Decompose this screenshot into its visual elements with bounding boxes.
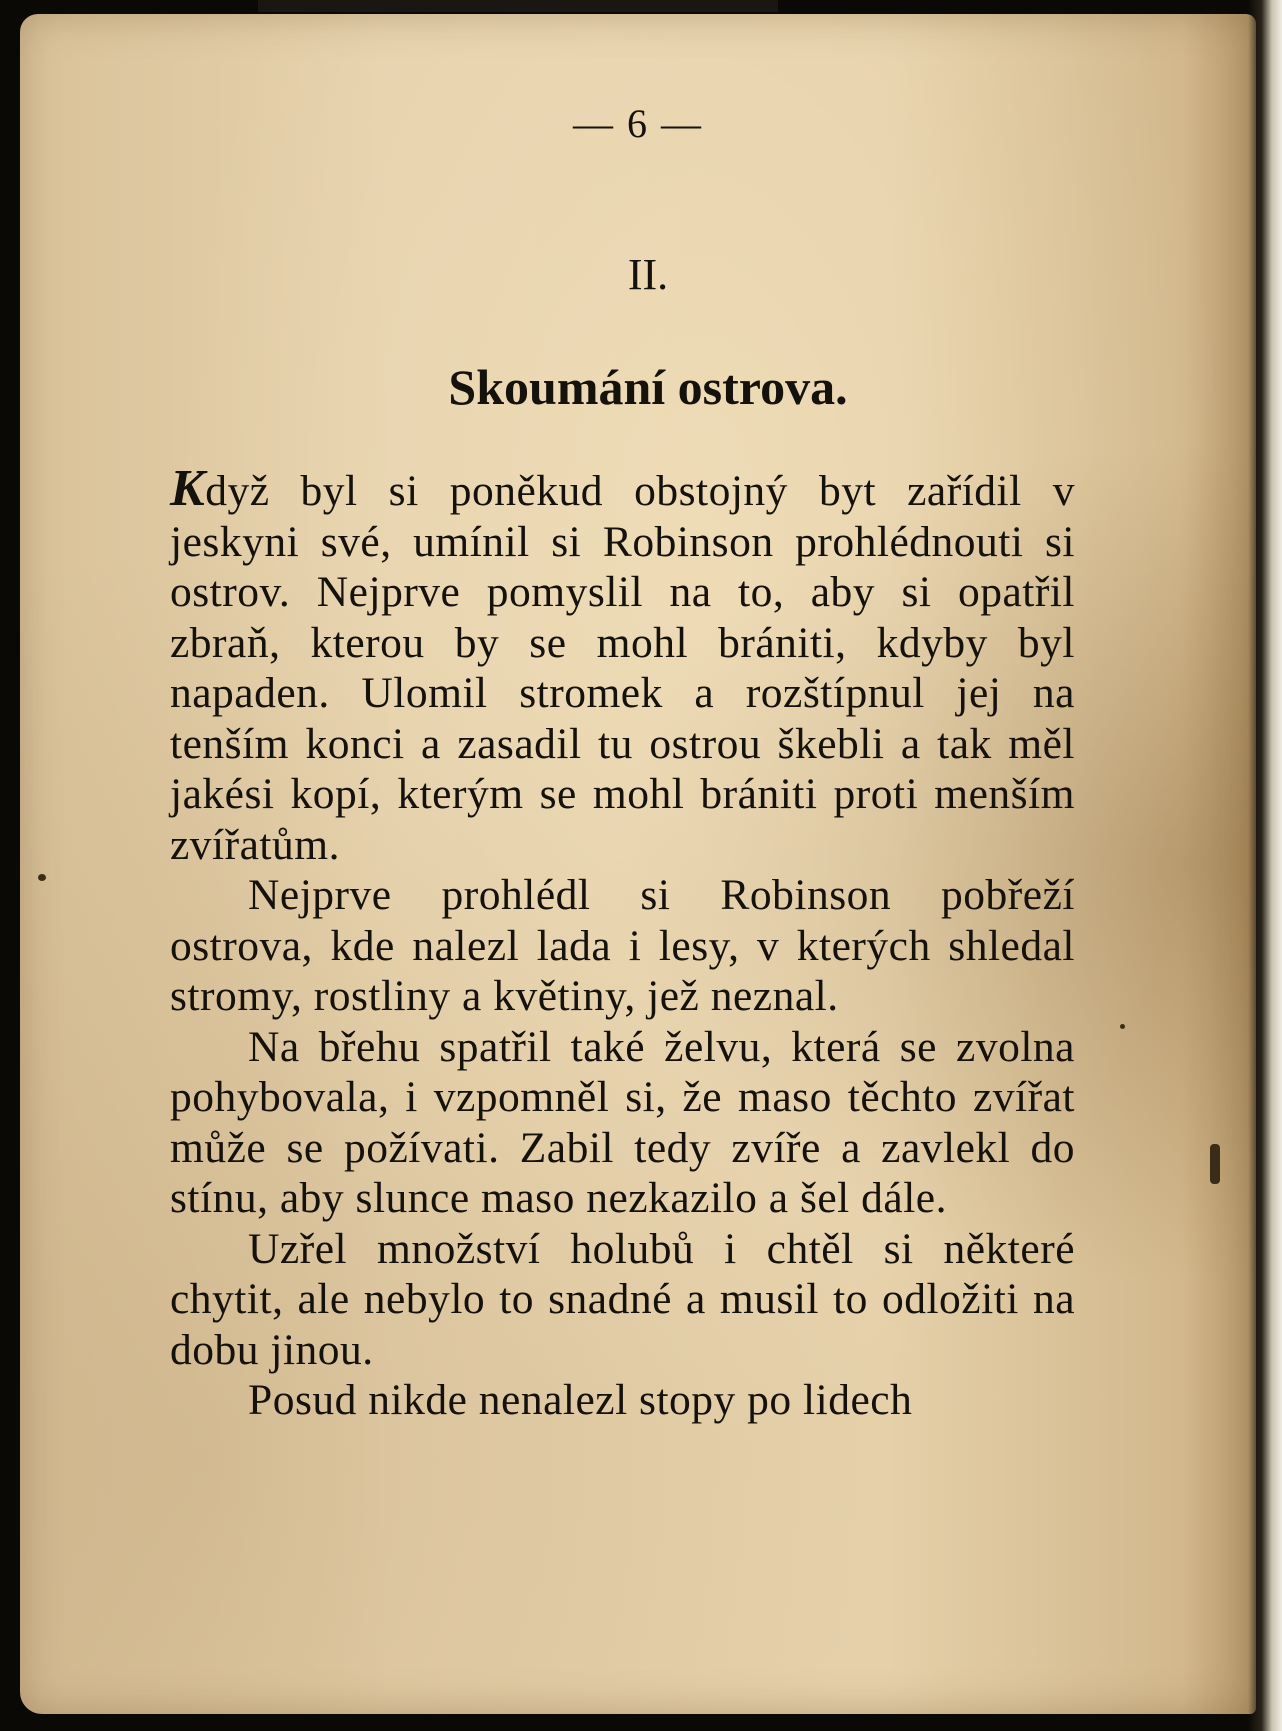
paper-speck [38, 874, 46, 881]
paper-speck [1120, 1024, 1125, 1029]
page-number: — 6 — [573, 101, 703, 146]
paragraph-text: dyž byl si poněkud obstojný byt zařídil v jeskyni své, umínil si Robinson prohlédnouti si ostrov. Nejprve pomyslil na to, aby si opatřil zbraň, kterou by se mohl brániti, kdyby byl napaden. Ulomil stromek a rozštípnul jej na tenším konci a zasadil tu ostrou škebli a tak měl jakési kopí, kterým se mohl brániti proti menším zvířatům. [170, 467, 1075, 869]
paragraph: Na břehu spatřil také želvu, která se zvolna pohybovala, i vzpomněl si, že maso těchto zvířat může se požívati. Zabil tedy zvíře a zavlekl do stínu, aby slunce maso nezkazilo a šel dále. [170, 1022, 1075, 1222]
chapter-title: Skoumání ostrova. [448, 359, 848, 415]
right-scan-edge [1248, 0, 1282, 1731]
paragraph: Posud nikde nenalezl stopy po lidech [248, 1376, 913, 1424]
paragraph: Nejprve prohlédl si Robinson pobřeží ostrova, kde nalezl lada i lesy, v kterých shledal stromy, rostliny a květiny, jež neznal. [170, 871, 1075, 1020]
chapter-numeral: II. [627, 250, 669, 299]
paper-speck [1210, 1144, 1220, 1184]
body-text [170, 460, 1075, 1426]
drop-cap: K [170, 460, 206, 517]
book-page [20, 14, 1256, 1714]
paragraph [170, 460, 1075, 870]
top-scan-edge [258, 0, 778, 12]
paragraph: Uzřel množství holubů i chtěl si některé chytit, ale nebylo to snadné a musil to odložiti na dobu jinou. [170, 1224, 1075, 1374]
